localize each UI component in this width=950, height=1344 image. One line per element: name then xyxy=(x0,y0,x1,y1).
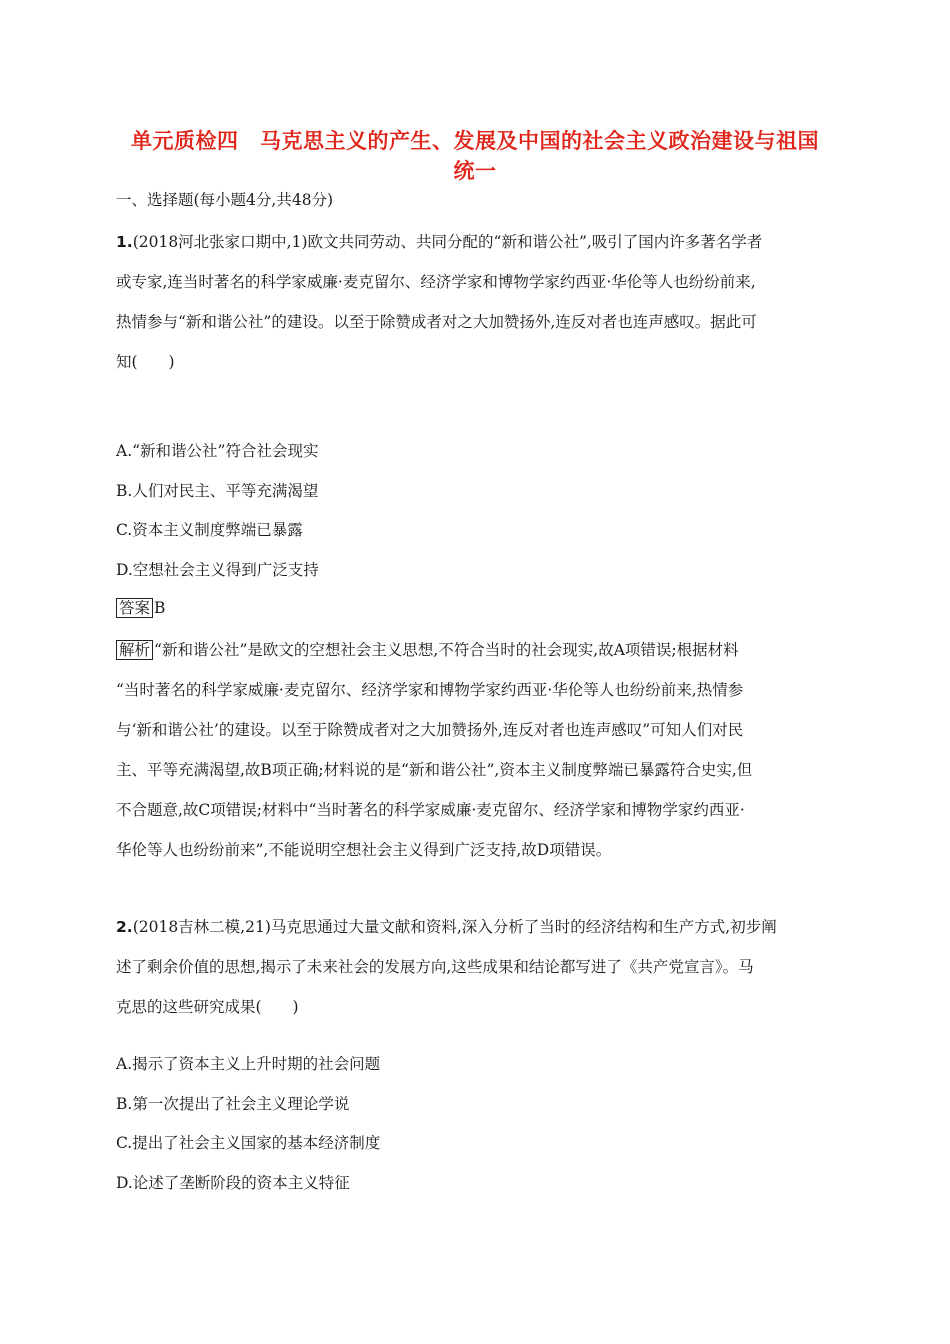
question-1-option-c: C.资本主义制度弊端已暴露 xyxy=(116,521,303,539)
answer-value: B xyxy=(154,599,166,617)
question-1-answer xyxy=(116,598,165,618)
title-line-2: 统一 xyxy=(453,159,497,183)
question-1-stem xyxy=(116,222,838,382)
question-2-number: 2. xyxy=(116,918,133,936)
question-1-stem-line-1: (2018河北张家口期中,1)欧文共同劳动、共同分配的“新和谐公社”,吸引了国内许多著名学者 xyxy=(132,233,763,251)
title-line-1: 单元质检四 马克思主义的产生、发展及中国的社会主义政治建设与祖国 xyxy=(131,129,819,153)
analysis-line-2: “当时著名的科学家威廉·麦克留尔、经济学家和博物学家约西亚·华伦等人也纷纷前来,热情参 xyxy=(116,681,744,699)
analysis-line-6: 华伦等人也纷纷前来”,不能说明空想社会主义得到广泛支持,故D项错误。 xyxy=(116,841,612,859)
page-title xyxy=(110,126,840,186)
analysis-line-4: 主、平等充满渴望,故B项正确;材料说的是“新和谐公社”,资本主义制度弊端已暴露符合史实,但 xyxy=(116,761,753,779)
analysis-line-3: 与‘新和谐公社’的建设。以至于除赞成者对之大加赞扬外,连反对者也连声感叹”可知人们对民 xyxy=(116,721,744,739)
question-2-stem-line-1: (2018吉林二模,21)马克思通过大量文献和资料,深入分析了当时的经济结构和生产方式,初步阐 xyxy=(132,918,777,936)
question-1-option-a: A.“新和谐公社”符合社会现实 xyxy=(116,442,319,460)
question-1-number: 1. xyxy=(116,233,133,251)
question-1-analysis xyxy=(116,630,838,870)
question-2-option-d: D.论述了垄断阶段的资本主义特征 xyxy=(116,1174,350,1192)
question-1-option-b: B.人们对民主、平等充满渴望 xyxy=(116,482,319,500)
analysis-line-1: “新和谐公社”是欧文的空想社会主义思想,不符合当时的社会现实,故A项错误;根据材料 xyxy=(154,641,739,659)
question-2-stem-line-3: 克思的这些研究成果( ) xyxy=(116,998,299,1016)
section-header: 一、选择题(每小题4分,共48分) xyxy=(116,191,334,209)
question-2-option-c: C.提出了社会主义国家的基本经济制度 xyxy=(116,1134,381,1152)
question-1-stem-line-2: 或专家,连当时著名的科学家威廉·麦克留尔、经济学家和博物学家约西亚·华伦等人也纷纷前来, xyxy=(116,273,756,291)
question-1-stem-line-3: 热情参与“新和谐公社”的建设。以至于除赞成者对之大加赞扬外,连反对者也连声感叹。据此可 xyxy=(116,313,757,331)
question-2-option-a: A.揭示了资本主义上升时期的社会问题 xyxy=(116,1055,381,1073)
question-2-option-b: B.第一次提出了社会主义理论学说 xyxy=(116,1095,350,1113)
analysis-label-box: 解析 xyxy=(116,640,153,660)
question-1-stem-line-4: 知( ) xyxy=(116,353,175,371)
question-2-stem-line-2: 述了剩余价值的思想,揭示了未来社会的发展方向,这些成果和结论都写进了《共产党宣言》。马 xyxy=(116,958,754,976)
question-2-stem xyxy=(116,907,838,1027)
answer-label-box: 答案 xyxy=(116,598,153,618)
analysis-line-5: 不合题意,故C项错误;材料中“当时著名的科学家威廉·麦克留尔、经济学家和博物学家约西亚· xyxy=(116,801,745,819)
question-1-option-d: D.空想社会主义得到广泛支持 xyxy=(116,561,319,579)
